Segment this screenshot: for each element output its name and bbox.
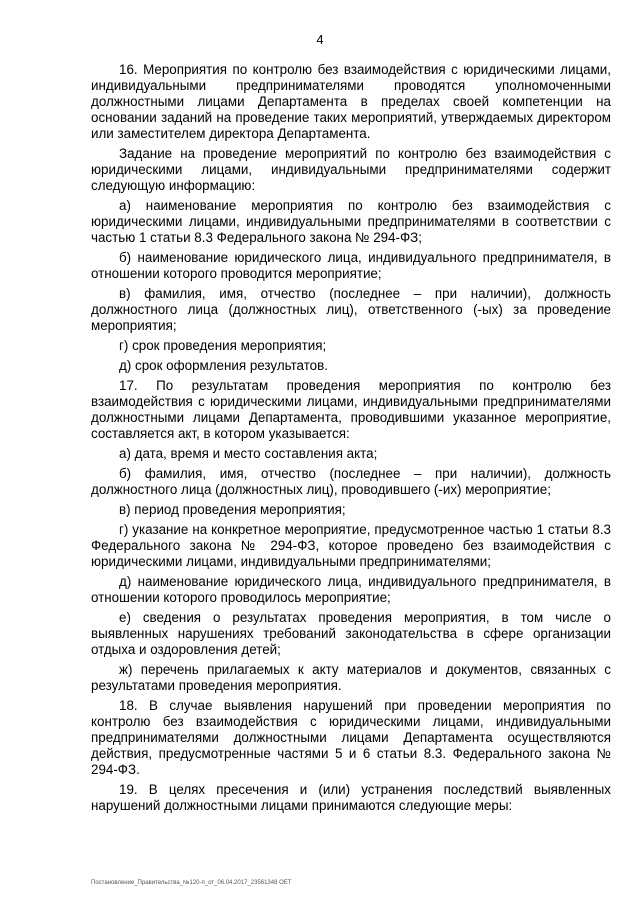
paragraph-19: 19. В целях пресечения и (или) устранения последствий выявленных нарушений должностными лицами принимаются следующие меры: (91, 782, 611, 813)
act-item-b: б) фамилия, имя, отчество (последнее – при наличии), должность должностного лица (должностных лиц), проводившего (-их) мероприятие; (91, 466, 611, 497)
document-footer: Постановление_Правительства_№120-п_от_06.04.2017_23561348 ОЕТ (91, 880, 292, 886)
act-item-a: а) дата, время и место составления акта; (119, 446, 378, 461)
act-item-zh: ж) перечень прилагаемых к акту материалов и документов, связанных с результатами проведения мероприятия. (91, 662, 611, 693)
list-item-a: а) наименование мероприятия по контролю без взаимодействия с юридическими лицами, индивидуальными предпринимателями в соответствии с частью 1 статьи 8.3 Федерального закона № 294-ФЗ; (91, 198, 611, 245)
list-item-d: д) срок оформления результатов. (119, 358, 328, 373)
paragraph-18: 18. В случае выявления нарушений при проведении мероприятия по контролю без взаимодействия с юридическими лицами, индивидуальными предпринимателями должностными лицами Департамента осуществляются действия, предусмотренные частями 5 и 6 статьи 8.3. Федерального закона № 294-ФЗ. (91, 698, 611, 777)
paragraph-task-intro: Задание на проведение мероприятий по контролю без взаимодействия с юридическими лицами, индивидуальными предпринимателями содержит следующую информацию: (91, 146, 611, 193)
act-item-v: в) период проведения мероприятия; (119, 502, 346, 517)
act-item-g: г) указание на конкретное мероприятие, предусмотренное частью 1 статьи 8.3 Федерального закона № 294-ФЗ, которое проведено без взаимодействия с юридическими лицами, индивидуальными предпринимателями; (91, 522, 611, 569)
document-body (91, 62, 611, 818)
paragraph-17: 17. По результатам проведения мероприятия по контролю без взаимодействия с юридическими лицами, индивидуальными предпринимателями должностными лицами Департамента, проводившими указанное мероприятие, составляется акт, в котором указывается: (91, 378, 611, 441)
list-item-v: в) фамилия, имя, отчество (последнее – при наличии), должность должностного лица (должностных лиц), ответственного (-ых) за проведение мероприятия; (91, 286, 611, 333)
paragraph-16: 16. Мероприятия по контролю без взаимодействия с юридическими лицами, индивидуальными предпринимателями проводятся уполномоченными должностными лицами Департамента в пределах своей компетенции на основании заданий на проведение таких мероприятий, утверждаемых директором или заместителем директора Департамента. (91, 62, 611, 141)
list-item-g: г) срок проведения мероприятия; (119, 338, 327, 353)
list-item-b: б) наименование юридического лица, индивидуального предпринимателя, в отношении которого проводится мероприятие; (91, 250, 611, 281)
act-item-d: д) наименование юридического лица, индивидуального предпринимателя, в отношении которого проводилось мероприятие; (91, 574, 611, 605)
act-item-e: е) сведения о результатах проведения мероприятия, в том числе о выявленных нарушениях требований законодательства в сфере организации отдыха и оздоровления детей; (91, 610, 611, 657)
page-number: 4 (316, 32, 324, 47)
